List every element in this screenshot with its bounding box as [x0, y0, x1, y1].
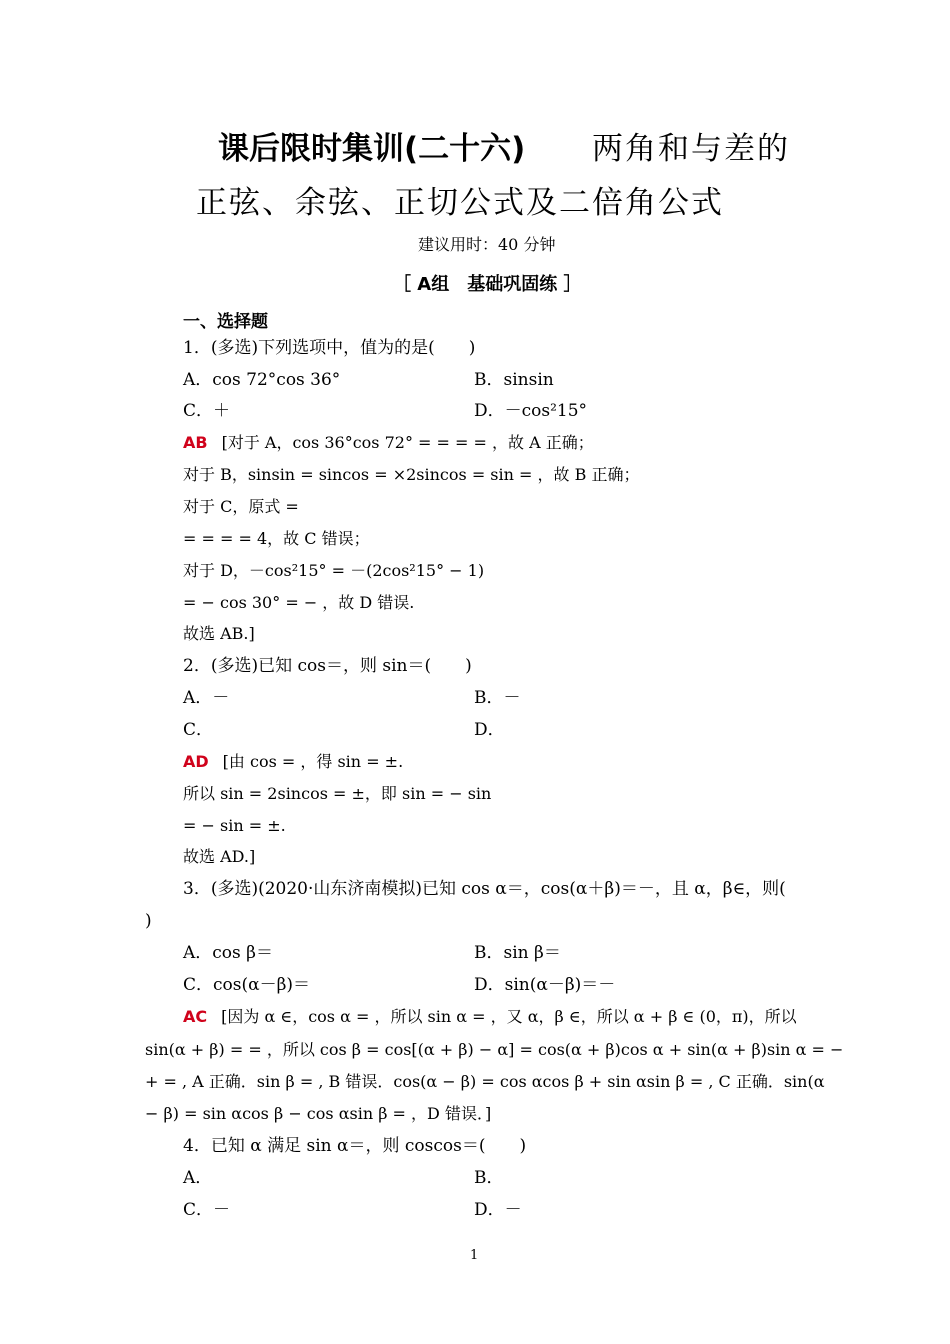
q1-solution-line5: 对于 D，－cos²15° = －(2cos²15° − 1)	[183, 561, 485, 580]
q2-stem: 2．(多选)已知 cos＝，则 sin＝( )	[183, 656, 472, 676]
q3-solution-line1	[183, 1006, 797, 1028]
q1-solution-line2: 对于 B，sinsin = sincos = ×2sincos = sin = ，故 B 正确；	[183, 465, 640, 484]
q3-stem: 3．(多选)(2020·山东济南模拟)已知 cos α＝，cos(α＋β)＝－，且 α，β∈，则(	[183, 879, 786, 899]
suggested-time: 建议用时：40 分钟	[418, 235, 556, 254]
q4-option-a: A．	[183, 1168, 213, 1188]
q2-solution-line1	[183, 751, 403, 773]
q4-option-b: B．	[474, 1168, 504, 1188]
q1-solution-line4: = = = = 4，故 C 错误；	[183, 529, 370, 548]
page-title-line2: 正弦、余弦、正切公式及二倍角公式	[196, 185, 724, 221]
q2-answer: AD	[183, 752, 209, 771]
group-a-header: ［ A组 基础巩固练 ］	[393, 274, 582, 295]
q1-answer: AB	[183, 433, 208, 452]
q3-solution-line3: + = , A 正确．sin β = , B 错误．cos(α − β) = cos αcos β + sin αsin β = , C 正确．sin(α	[145, 1072, 825, 1091]
q1-option-a: A．cos 72°cos 36°	[183, 370, 341, 390]
q2-solution-line3: = − sin = ±.	[183, 816, 286, 835]
q2-option-b: B．－	[474, 688, 521, 708]
q3-solution-text1: [因为 α ∈，cos α = ，所以 sin α = ，又 α，β ∈，所以 α + β ∈ (0，π)，所以	[221, 1007, 797, 1026]
q4-option-d: D．－	[474, 1200, 522, 1220]
q3-option-c: C．cos(α－β)＝	[183, 975, 311, 995]
q3-option-d: D．sin(α－β)＝－	[474, 975, 616, 995]
q2-solution-line2: 所以 sin = 2sincos = ±，即 sin = − sin	[183, 784, 492, 803]
q2-option-c: C．	[183, 720, 214, 740]
section-heading: 一、选择题	[183, 312, 268, 332]
q2-option-a: A．－	[183, 688, 230, 708]
q4-option-c: C．－	[183, 1200, 231, 1220]
q1-solution-line6: = − cos 30° = − ，故 D 错误.	[183, 593, 415, 612]
q2-option-d: D．	[474, 720, 505, 740]
q1-solution-text1: [对于 A，cos 36°cos 72° = = = = ，故 A 正确；	[221, 433, 594, 452]
q3-solution-line4: − β) = sin αcos β − cos αsin β = ，D 错误．]	[145, 1104, 492, 1123]
q1-option-d: D．－cos²15°	[474, 401, 588, 421]
q2-solution-text1: [由 cos = ，得 sin = ±.	[222, 752, 404, 771]
page-number: 1	[470, 1248, 479, 1263]
q3-stem-continued: )	[145, 911, 152, 931]
q1-option-b: B．sinsin	[474, 370, 554, 390]
q3-answer: AC	[183, 1007, 208, 1026]
q3-option-b: B．sin β＝	[474, 943, 561, 963]
q2-solution-line4: 故选 AD.]	[183, 847, 256, 866]
q1-solution-line7: 故选 AB.]	[183, 624, 255, 643]
q3-option-a: A．cos β＝	[183, 943, 273, 963]
q1-option-c: C．＋	[183, 401, 231, 421]
q4-stem: 4．已知 α 满足 sin α＝，则 coscos＝( )	[183, 1136, 527, 1156]
q1-stem: 1．(多选)下列选项中，值为的是( )	[183, 338, 476, 358]
q1-solution-line1	[183, 432, 594, 454]
page-title: 课后限时集训(二十六)	[218, 131, 526, 167]
page-title-topic: 两角和与差的	[592, 131, 790, 167]
q3-solution-line2: sin(α + β) = = ，所以 cos β = cos[(α + β) − α] = cos(α + β)cos α + sin(α + β)sin α = −	[145, 1040, 844, 1059]
q1-solution-line3: 对于 C，原式 =	[183, 497, 299, 516]
